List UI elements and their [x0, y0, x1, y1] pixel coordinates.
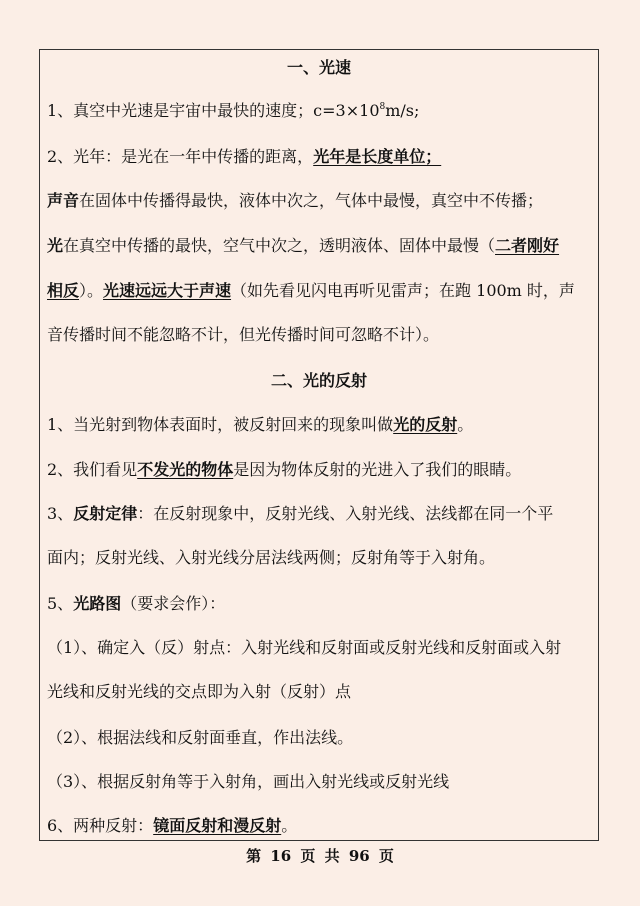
section1-speed-cont: 音传播时间不能忽略不计，但光传播时间可忽略不计）。 — [47, 325, 440, 344]
section2-step3: （3）、根据反射角等于入射角，画出入射光线或反射光线 — [47, 772, 450, 791]
section2-title: 二、光的反射 — [270, 371, 367, 390]
section1-speed: 相反）。光速远远大于声速（如先看见闪电再听见雷声；在跑 100m 时，声 — [47, 281, 575, 300]
section2-item3-cont: 面内；反射光线、入射光线分居法线两侧；反射角等于入射角。 — [47, 548, 496, 567]
section2-step1-cont: 光线和反射光线的交点即为入射（反射）点 — [47, 682, 352, 701]
section1-item2: 2、光年：是光在一年中传播的距离，光年是长度单位； — [47, 147, 442, 166]
section2-item1: 1、当光射到物体表面时，被反射回来的现象叫做光的反射。 — [47, 415, 474, 434]
section2-item6: 6、两种反射：镜面反射和漫反射。 — [47, 816, 298, 835]
page-number: 第 16 页 共 96 页 — [246, 847, 394, 865]
section2-item2: 2、我们看见不发光的物体是因为物体反射的光进入了我们的眼睛。 — [47, 460, 522, 479]
section1-title: 一、光速 — [286, 58, 351, 77]
section2-item5: 5、光路图（要求会作）： — [47, 594, 226, 613]
section1-item1: 1、真空中光速是宇宙中最快的速度；$c=3\times 10^8m/s$; — [47, 101, 420, 120]
section1-sound: 声音在固体中传播得最快，液体中次之，气体中最慢，真空中不传播； — [47, 191, 544, 210]
section1-light: 光在真空中传播的最快，空气中次之，透明液体、固体中最慢（二者刚好 — [47, 236, 560, 255]
section2-item3: 3、反射定律：在反射现象中，反射光线、入射光线、法线都在同一个平 — [47, 504, 554, 523]
section2-step1: （1）、确定入（反）射点：入射光线和反射面或反射光线和反射面或入射 — [47, 638, 562, 657]
section2-step2: （2）、根据法线和反射面垂直，作出法线。 — [47, 728, 354, 747]
